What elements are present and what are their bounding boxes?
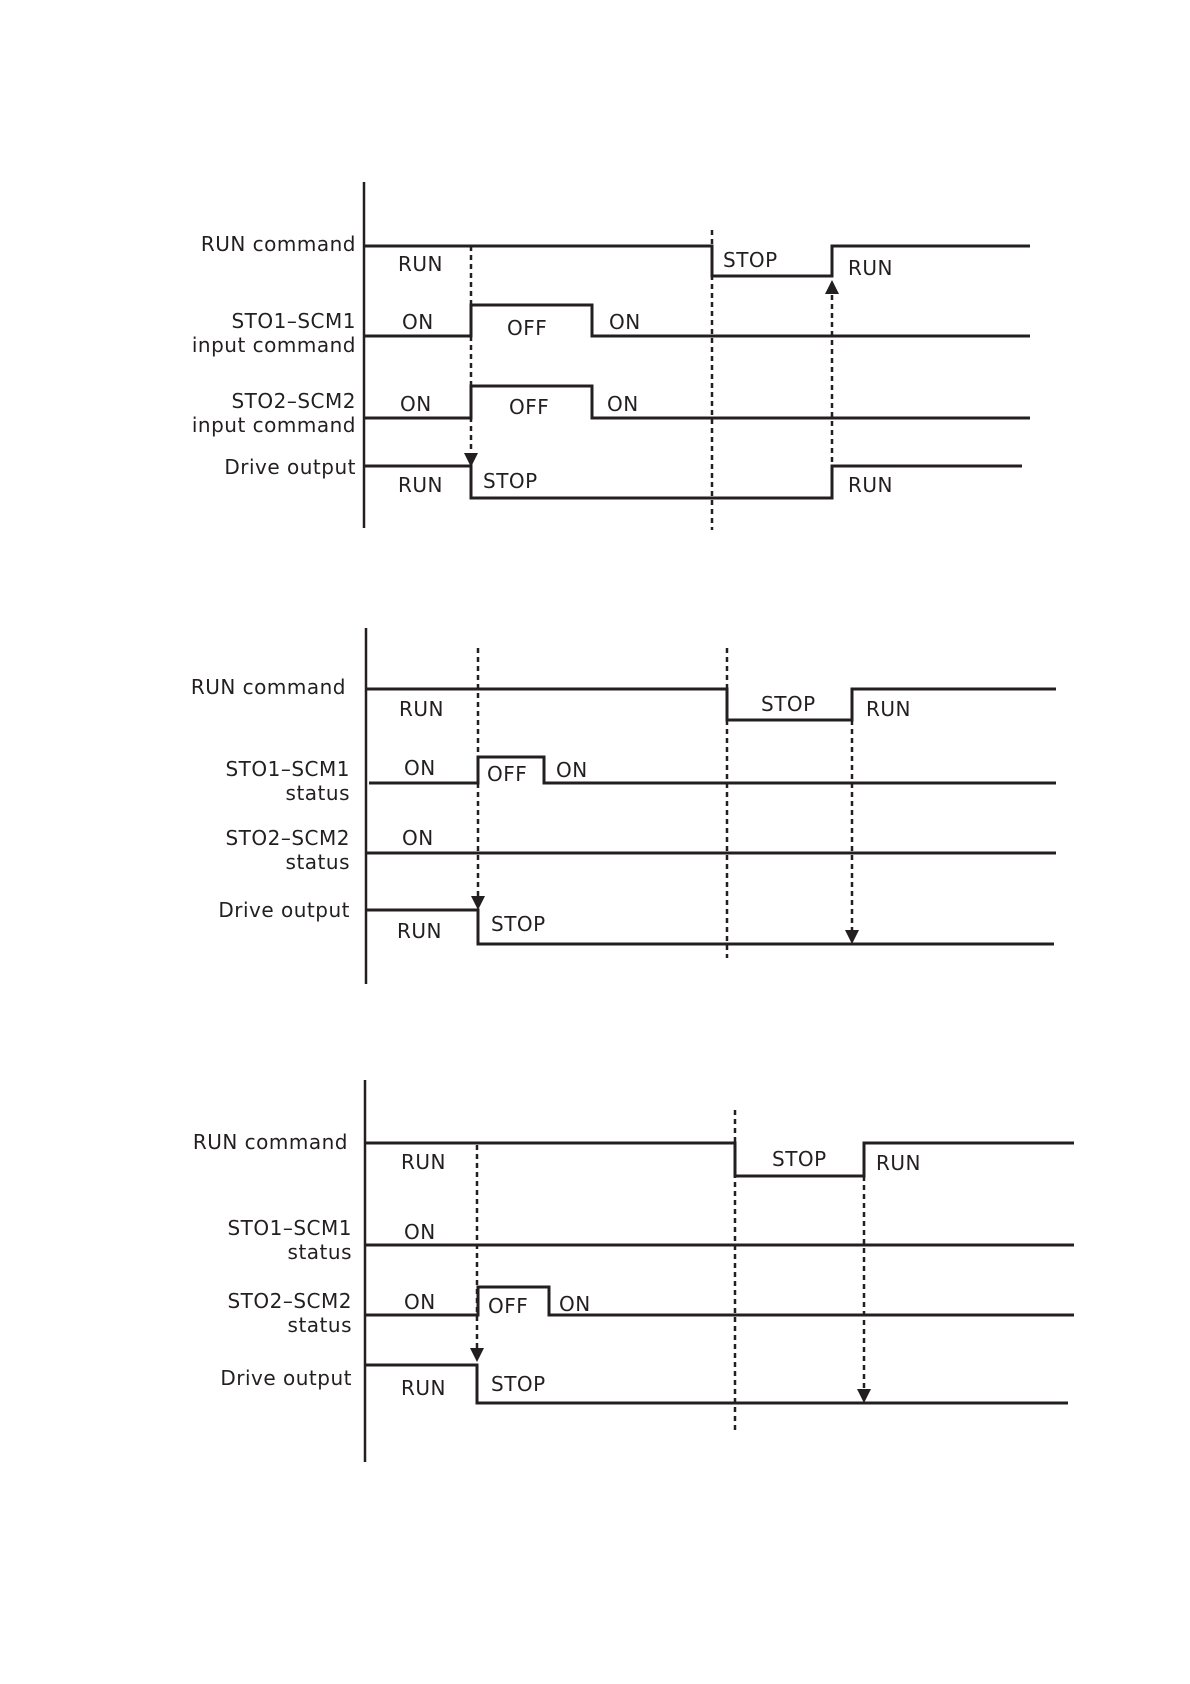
arrow-up-icon [825, 280, 839, 294]
state-label: RUN [397, 919, 442, 943]
signal-name: input command [191, 413, 356, 437]
run-command-waveform [364, 246, 1030, 276]
state-label: ON [404, 756, 436, 780]
signal-name: status [285, 781, 350, 805]
signal-name: STO1–SCM1 [227, 1216, 352, 1240]
state-label: ON [402, 310, 434, 334]
signal-name: STO1–SCM1 [225, 757, 350, 781]
sto2-waveform [364, 386, 1030, 418]
state-label: OFF [507, 316, 548, 340]
state-label: ON [404, 1220, 436, 1244]
arrow-down-icon [845, 930, 859, 944]
state-label: RUN [398, 473, 443, 497]
drive-output-waveform [365, 1365, 1068, 1403]
state-label: ON [400, 392, 432, 416]
drive-output-waveform [366, 910, 1054, 944]
state-label: STOP [723, 248, 778, 272]
state-label: RUN [401, 1376, 446, 1400]
state-label: RUN [398, 252, 443, 276]
signal-name: STO1–SCM1 [231, 309, 356, 333]
state-label: STOP [761, 692, 816, 716]
signal-name: status [287, 1313, 352, 1337]
signal-name: STO2–SCM2 [225, 826, 350, 850]
state-label: STOP [491, 1372, 546, 1396]
state-label: OFF [488, 1294, 529, 1318]
arrow-down-icon [470, 1348, 484, 1362]
signal-name: RUN command [190, 675, 346, 699]
signal-name: Drive output [224, 455, 356, 479]
signal-name: Drive output [220, 1366, 352, 1390]
run-command-waveform [365, 1143, 1074, 1176]
state-label: RUN [848, 473, 893, 497]
state-label: STOP [483, 469, 538, 493]
state-label: RUN [399, 697, 444, 721]
arrow-down-icon [857, 1389, 871, 1403]
state-label: ON [404, 1290, 436, 1314]
run-command-waveform [366, 689, 1056, 720]
state-label: ON [609, 310, 641, 334]
sto2-waveform [365, 1287, 1074, 1315]
state-label: RUN [848, 256, 893, 280]
state-label: ON [607, 392, 639, 416]
state-label: ON [556, 758, 588, 782]
drive-output-waveform [364, 466, 1022, 498]
signal-name: STO2–SCM2 [231, 389, 356, 413]
signal-name: Drive output [218, 898, 350, 922]
arrow-down-icon [471, 896, 485, 910]
signal-name: status [287, 1240, 352, 1264]
signal-name: RUN command [200, 232, 356, 256]
state-label: STOP [491, 912, 546, 936]
timing-diagram-2 [191, 628, 1056, 984]
signal-name: STO2–SCM2 [227, 1289, 352, 1313]
state-label: STOP [772, 1147, 827, 1171]
timing-diagram-1 [192, 182, 1030, 530]
sto1-waveform [369, 757, 1056, 783]
state-label: RUN [876, 1151, 921, 1175]
sto1-waveform [364, 305, 1030, 336]
timing-diagram-3 [193, 1080, 1074, 1462]
state-label: OFF [509, 395, 550, 419]
state-label: ON [559, 1292, 591, 1316]
signal-name: input command [191, 333, 356, 357]
signal-name: RUN command [192, 1130, 348, 1154]
state-label: RUN [866, 697, 911, 721]
state-label: RUN [401, 1150, 446, 1174]
state-label: ON [402, 826, 434, 850]
signal-name: status [285, 850, 350, 874]
state-label: OFF [487, 762, 528, 786]
